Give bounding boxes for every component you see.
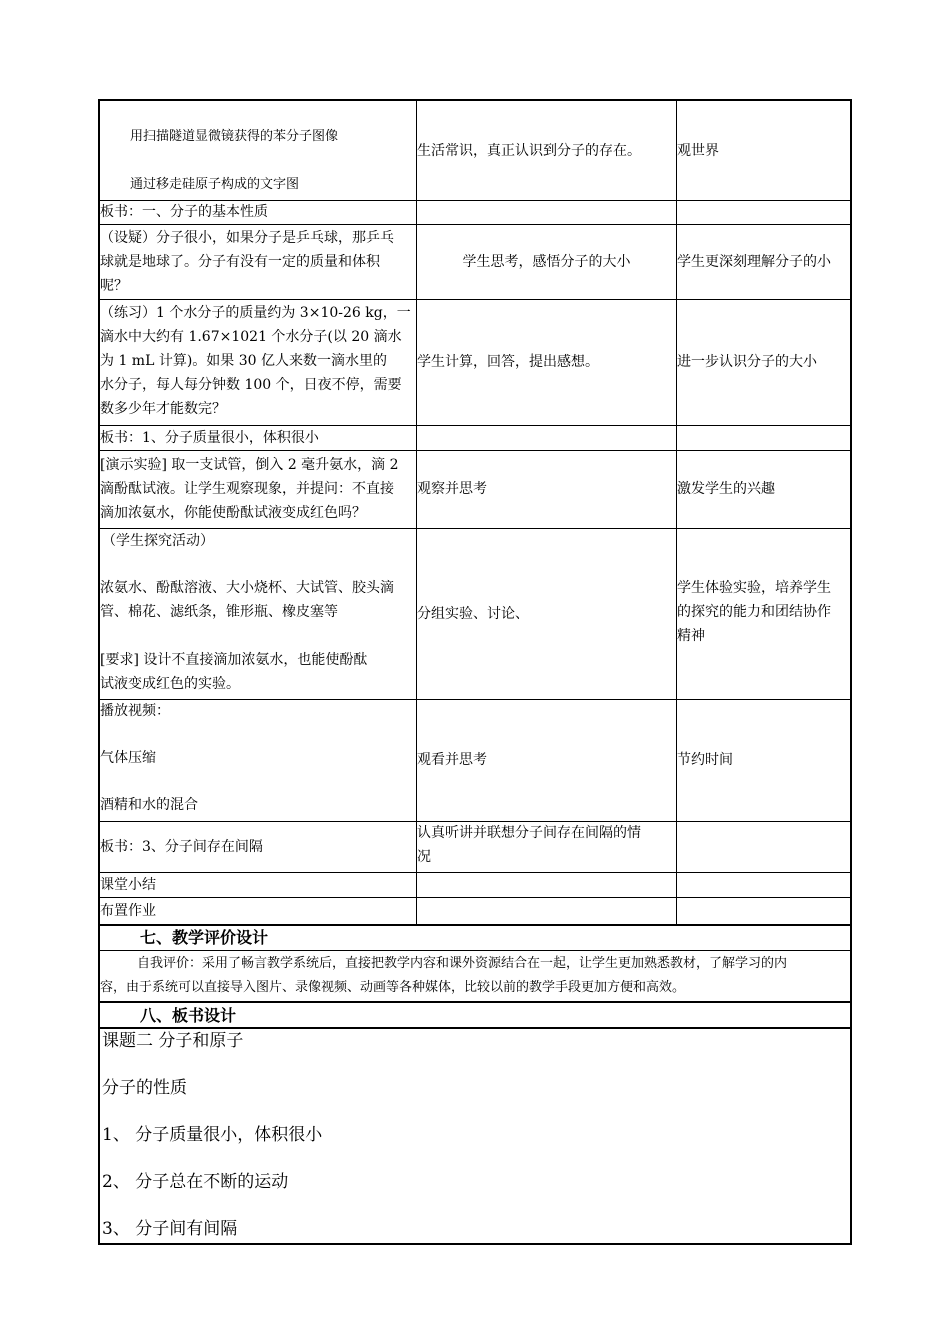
row-5-col-1: 板书：1、分子质量很小，体积很小: [100, 429, 319, 446]
image-caption-benzene: 用扫描隧道显微镜获得的苯分子图像: [130, 129, 339, 144]
board-line-3: 3、 分子间有间隔: [102, 1219, 238, 1239]
row-3-col-2: 学生思考，感悟分子的大小: [416, 224, 676, 299]
table-row: [100, 450, 850, 528]
lesson-plan-table: [98, 99, 852, 1245]
row-9-col-3: [676, 821, 850, 872]
section-7-header: [100, 924, 850, 950]
row-3-col-3: 学生更深刻理解分子的小: [676, 224, 850, 299]
row-6-col-1: [演示实验] 取一支试管，倒入 2 毫升氨水，滴 2 滴酚酞试液。让学生观察现象，并提问：不直接 滴加浓氨水，你能使酚酞试液变成红色吗？: [100, 457, 399, 521]
row-11-col-1: 布置作业: [100, 902, 156, 919]
table-row: [100, 101, 850, 200]
board-line-topic: 课题二 分子和原子: [102, 1031, 244, 1051]
table-row: [100, 699, 850, 821]
board-line-2: 2、 分子总在不断的运动: [102, 1172, 289, 1192]
row-5-col-2: [416, 425, 676, 450]
row-4-col-3: 进一步认识分子的大小: [676, 299, 850, 425]
table-row: [100, 872, 850, 897]
row-8-col-3: 节约时间: [676, 699, 850, 821]
section-7-body: [100, 950, 850, 1001]
row-11-col-3: [676, 897, 850, 924]
row-7-col-1: （学生探究活动） 浓氨水、酚酞溶液、大小烧杯、大试管、胶头滴 管、棉花、滤纸条，锥形瓶、橡皮塞等 [要求] 设计不直接滴加浓氨水，也能使酚酞 试液变成红色的实验。: [100, 533, 394, 692]
row-2-col-2: [416, 200, 676, 224]
table-row: [100, 299, 850, 425]
section-8-header: [100, 1001, 850, 1027]
row-1-col-2: 生活常识，真正认识到分子的存在。: [416, 101, 676, 200]
row-11-col-2: [416, 897, 676, 924]
row-8-col-1: 播放视频： 气体压缩 酒精和水的混合: [100, 703, 198, 813]
table-row: [100, 821, 850, 872]
section-8-body: [100, 1027, 850, 1243]
row-7-col-2: 分组实验、讨论、: [416, 528, 676, 699]
board-line-1: 1、 分子质量很小，体积很小: [102, 1125, 323, 1145]
table-row: [100, 528, 850, 699]
row-10-col-3: [676, 872, 850, 897]
row-10-col-2: [416, 872, 676, 897]
section-8-title: 八、板书设计: [140, 1006, 237, 1025]
row-9-col-2: 认真听讲并联想分子间存在间隔的情 况: [416, 821, 676, 872]
row-2-col-1: 板书：一、分子的基本性质: [100, 204, 268, 220]
row-6-col-2: 观察并思考: [416, 450, 676, 528]
table-row: [100, 200, 850, 224]
self-evaluation-line-1: 自我评价：采用了畅言教学系统后，直接把教学内容和课外资源结合在一起，让学生更加熟悉教材，了解学习的内: [137, 956, 788, 971]
row-9-col-1: 板书：3、分子间存在间隔: [100, 838, 263, 855]
row-7-col-3: 学生体验实验，培养学生 的探究的能力和团结协作 精神: [676, 528, 850, 699]
table-row: [100, 224, 850, 299]
row-4-col-1: （练习）1 个水分子的质量约为 3×10-26 kg，一 滴水中大约有 1.67×1021 个水分子(以 20 滴水 为 1 mL 计算)。如果 30 亿人来数一滴水里的 水分子，每人每分钟数 100 个，日夜不停，需要 数多少年才能数完？: [100, 305, 411, 417]
table-row: [100, 897, 850, 924]
row-1-col-3: 观世界: [676, 101, 850, 200]
row-6-col-3: 激发学生的兴趣: [676, 450, 850, 528]
self-evaluation-line-2: 容，由于系统可以直接导入图片、录像视频、动画等各种媒体，比较以前的教学手段更加方便和高效。: [100, 980, 686, 995]
row-3-col-1: （设疑）分子很小，如果分子是乒乓球，那乒乓 球就是地球了。分子有没有一定的质量和体积 呢？: [100, 230, 394, 294]
table-row: [100, 425, 850, 450]
row-10-col-1: 课堂小结: [100, 876, 156, 893]
row-1-col-1: [100, 101, 416, 200]
section-7-title: 七、教学评价设计: [140, 928, 269, 947]
row-8-col-2: 观看并思考: [416, 699, 676, 821]
row-2-col-3: [676, 200, 850, 224]
row-4-col-2: 学生计算，回答，提出感想。: [416, 299, 676, 425]
row-5-col-3: [676, 425, 850, 450]
image-caption-silicon-text: 通过移走硅原子构成的文字图: [130, 177, 300, 192]
board-line-heading: 分子的性质: [102, 1078, 187, 1098]
